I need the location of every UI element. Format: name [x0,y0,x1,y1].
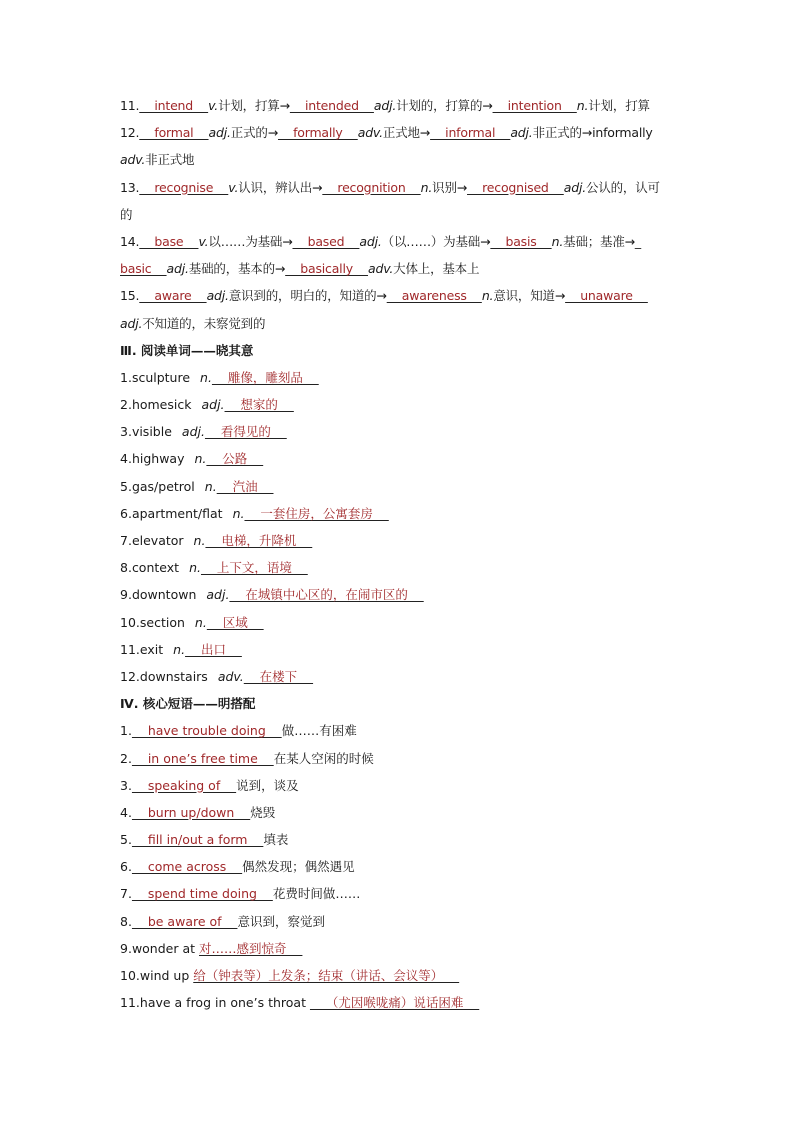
section-4-title: Ⅳ. 核心短语——明搭配 [120,696,256,712]
phrase-item [120,962,676,989]
text: 正式地→ [382,125,431,141]
item-number: 9. [120,940,132,956]
english-word: homesick [131,397,192,413]
vocab-item [120,282,676,336]
part-of-speech: adv. [357,125,383,141]
phrase-item [120,826,676,853]
answer-blank: base [139,233,199,249]
text: 识别→ [432,179,468,195]
text: 12. [120,125,140,141]
answer-blank: in one’s free time [131,750,274,766]
part-of-speech: n. [193,533,206,548]
item-number: 2. [120,750,132,766]
reading-word-item [120,500,676,527]
answer-blank: intended [289,98,374,113]
part-of-speech: adv. [217,668,244,684]
answer-blank: fill in/out a form [131,832,264,848]
phrase-item [120,772,676,799]
answer-blank: 出口 [185,641,242,657]
text: 不知道的，未察觉到的 [142,315,266,331]
meaning: 在某人空闲的时候 [273,750,374,766]
phrase-item [120,880,676,907]
answer-blank: 在城镇中心区的，在闹市区的 [229,587,424,603]
answer-blank: aware [139,288,207,304]
part-of-speech: v. [208,98,219,113]
answer-blank: 公路 [206,451,264,467]
part-of-speech: n. [194,451,207,467]
answer-blank: intend [139,98,209,113]
phrase: wind up [139,968,194,983]
item-number: 8. [120,560,132,576]
reading-word-item [120,364,676,391]
text: 14. [120,233,140,249]
item-number: 5. [120,478,132,494]
item-number: 7. [120,533,132,548]
part-of-speech: adj. [166,261,189,277]
item-number: 10. [120,614,140,630]
vocab-line [120,228,676,255]
reading-word-item [120,636,676,663]
meaning: 说到，谈及 [236,777,299,793]
reading-word-item [120,554,676,581]
text: 15. [120,288,140,304]
reading-word-item [120,418,676,445]
part-of-speech: adv. [120,152,146,168]
item-number: 2. [120,397,132,413]
part-of-speech: adj. [206,587,230,603]
vocab-line [120,119,676,146]
english-word: sculpture [131,369,191,385]
item-number: 7. [120,886,132,902]
answer-blank: basis [490,233,552,249]
text: 11. [120,98,140,113]
answer-blank: 看得见的 [204,424,287,440]
vocab-item [120,228,676,282]
english-word: highway [131,451,185,467]
answer-blank: burn up/down [131,804,251,820]
vocab-item [120,174,676,228]
answer-blank: recognise [139,179,229,195]
text: 基础；基准→_ [563,233,641,249]
part-of-speech: n. [194,614,207,630]
phrase: wonder at [131,940,200,956]
part-of-speech: n. [189,560,201,576]
reading-word-item [120,581,676,608]
item-number: 1. [120,369,132,385]
item-number: 3. [120,424,132,440]
part-of-speech: n. [551,233,564,249]
answer-blank: recognised [467,179,564,195]
part-of-speech: adv. [368,261,394,277]
answer-blank: basic [120,261,167,277]
answer-blank: come across [131,859,243,875]
item-number: 3. [120,777,132,793]
text: （以……）为基础→ [381,233,491,249]
part-of-speech: n. [420,179,433,195]
meaning: 烧毁 [250,804,276,820]
meaning: 填表 [263,832,289,848]
text: 13. [120,179,140,195]
text: 意识，知道→ [493,288,566,304]
answer-blank: 电梯，升降机 [205,533,313,548]
answer-blank: recognition [322,179,421,195]
english-word: apartment/flat [131,505,223,521]
reading-word-item [120,609,676,636]
phrase: have a frog in one’s throat [139,995,310,1011]
meaning: 做……有困难 [281,723,357,739]
item-number: 11. [120,641,140,657]
text: 非正式的→informally [532,125,653,141]
vocab-line [120,310,676,337]
text: 正式的→ [230,125,278,141]
part-of-speech: v. [228,179,239,195]
answer-blank: 对……感到惊奇 [199,940,303,956]
reading-word-item [120,391,676,418]
vocab-item [120,119,676,173]
part-of-speech: adj. [201,397,225,413]
item-number: 1. [120,723,132,739]
part-of-speech: n. [232,505,245,521]
item-number: 6. [120,859,132,875]
text: 基础的，基本的→ [188,261,286,277]
answer-blank: 在楼下 [243,668,314,684]
text: 计划的，打算的→ [396,98,493,113]
english-word: context [131,560,180,576]
answer-blank: 一套住房，公寓套房 [244,505,389,521]
item-number: 6. [120,505,132,521]
part-of-speech: adj. [208,125,231,141]
part-of-speech: adj. [181,424,205,440]
english-word: section [139,614,185,630]
text: 非正式地 [145,152,195,168]
answer-blank: basically [285,261,369,277]
text: 认识，辨认出→ [238,179,323,195]
part-of-speech: n. [200,369,212,385]
answer-blank: awareness [386,288,482,304]
text: 的 [120,206,133,222]
vocab-line [120,282,676,309]
answer-blank: formal [139,125,209,141]
answer-blank: based [292,233,360,249]
item-number: 4. [120,451,132,467]
item-number: 12. [120,668,140,684]
answer-blank: formally [277,125,358,141]
phrase-item [120,745,676,772]
part-of-speech: adj. [510,125,533,141]
answer-blank: 汽油 [216,478,274,494]
meaning: 花费时间做…… [272,886,361,902]
item-number: 9. [120,587,132,603]
phrase-item [120,908,676,935]
reading-word-item [120,473,676,500]
answer-blank: speaking of [131,777,237,793]
answer-blank: （尤因喉咙痛）说话困难 [309,995,480,1011]
phrase-item [120,717,676,744]
english-word: exit [139,641,164,657]
reading-word-item [120,445,676,472]
answer-blank: intention [492,98,577,113]
meaning: 意识到，察觉到 [237,913,325,929]
answer-blank: 雕像，雕刻品 [211,369,319,385]
answer-blank: spend time doing [131,886,273,902]
reading-word-item [120,527,676,554]
part-of-speech: adj. [563,179,587,195]
reading-word-item [120,663,676,690]
answer-blank: 上下文，语境 [200,560,308,576]
item-number: 5. [120,832,132,848]
answer-blank: informal [430,125,511,141]
text: 大体上，基本上 [393,261,480,277]
part-of-speech: adj. [373,98,397,113]
part-of-speech: n. [204,478,217,494]
vocab-line [120,146,676,173]
phrase-item [120,799,676,826]
part-of-speech: v. [198,233,209,249]
item-number: 4. [120,804,132,820]
text: 计划，打算 [588,98,650,113]
section-3-title: Ⅲ. 阅读单词——晓其意 [120,342,254,358]
part-of-speech: adj. [120,315,143,331]
answer-blank: unaware [565,288,648,304]
vocab-line [120,255,676,282]
vocab-line [120,174,676,201]
english-word: downstairs [139,668,208,684]
item-number: 8. [120,913,132,929]
text: 公认的，认可 [586,179,660,195]
part-of-speech: n. [576,98,589,113]
answer-blank: 给（钟表等）上发条；结束（讲话、会议等） [193,968,460,983]
text: 意识到的，明白的，知道的→ [228,288,387,304]
answer-blank: have trouble doing [131,723,282,739]
answer-blank: 想家的 [224,397,294,413]
vocab-item [120,92,676,119]
vocab-line [120,92,676,119]
worksheet [120,92,676,1016]
part-of-speech: n. [173,641,186,657]
item-number: 11. [120,995,140,1011]
part-of-speech: adj. [359,233,382,249]
part-of-speech: adj. [206,288,229,304]
english-word: elevator [131,533,184,548]
english-word: gas/petrol [131,478,195,494]
text: 以……为基础→ [208,233,293,249]
core-phrases-list [120,717,676,1016]
english-word: visible [131,424,172,440]
meaning: 偶然发现；偶然遇见 [242,859,355,875]
vocabulary-derivation-section [120,92,676,337]
vocab-line [120,201,676,228]
answer-blank: 区域 [206,614,264,630]
text: 计划，打算→ [218,98,290,113]
phrase-item [120,853,676,880]
item-number: 10. [120,968,140,983]
reading-words-list [120,364,676,690]
answer-blank: be aware of [131,913,238,929]
english-word: downtown [131,587,197,603]
phrase-item [120,989,676,1016]
phrase-item [120,935,676,962]
part-of-speech: n. [481,288,494,304]
